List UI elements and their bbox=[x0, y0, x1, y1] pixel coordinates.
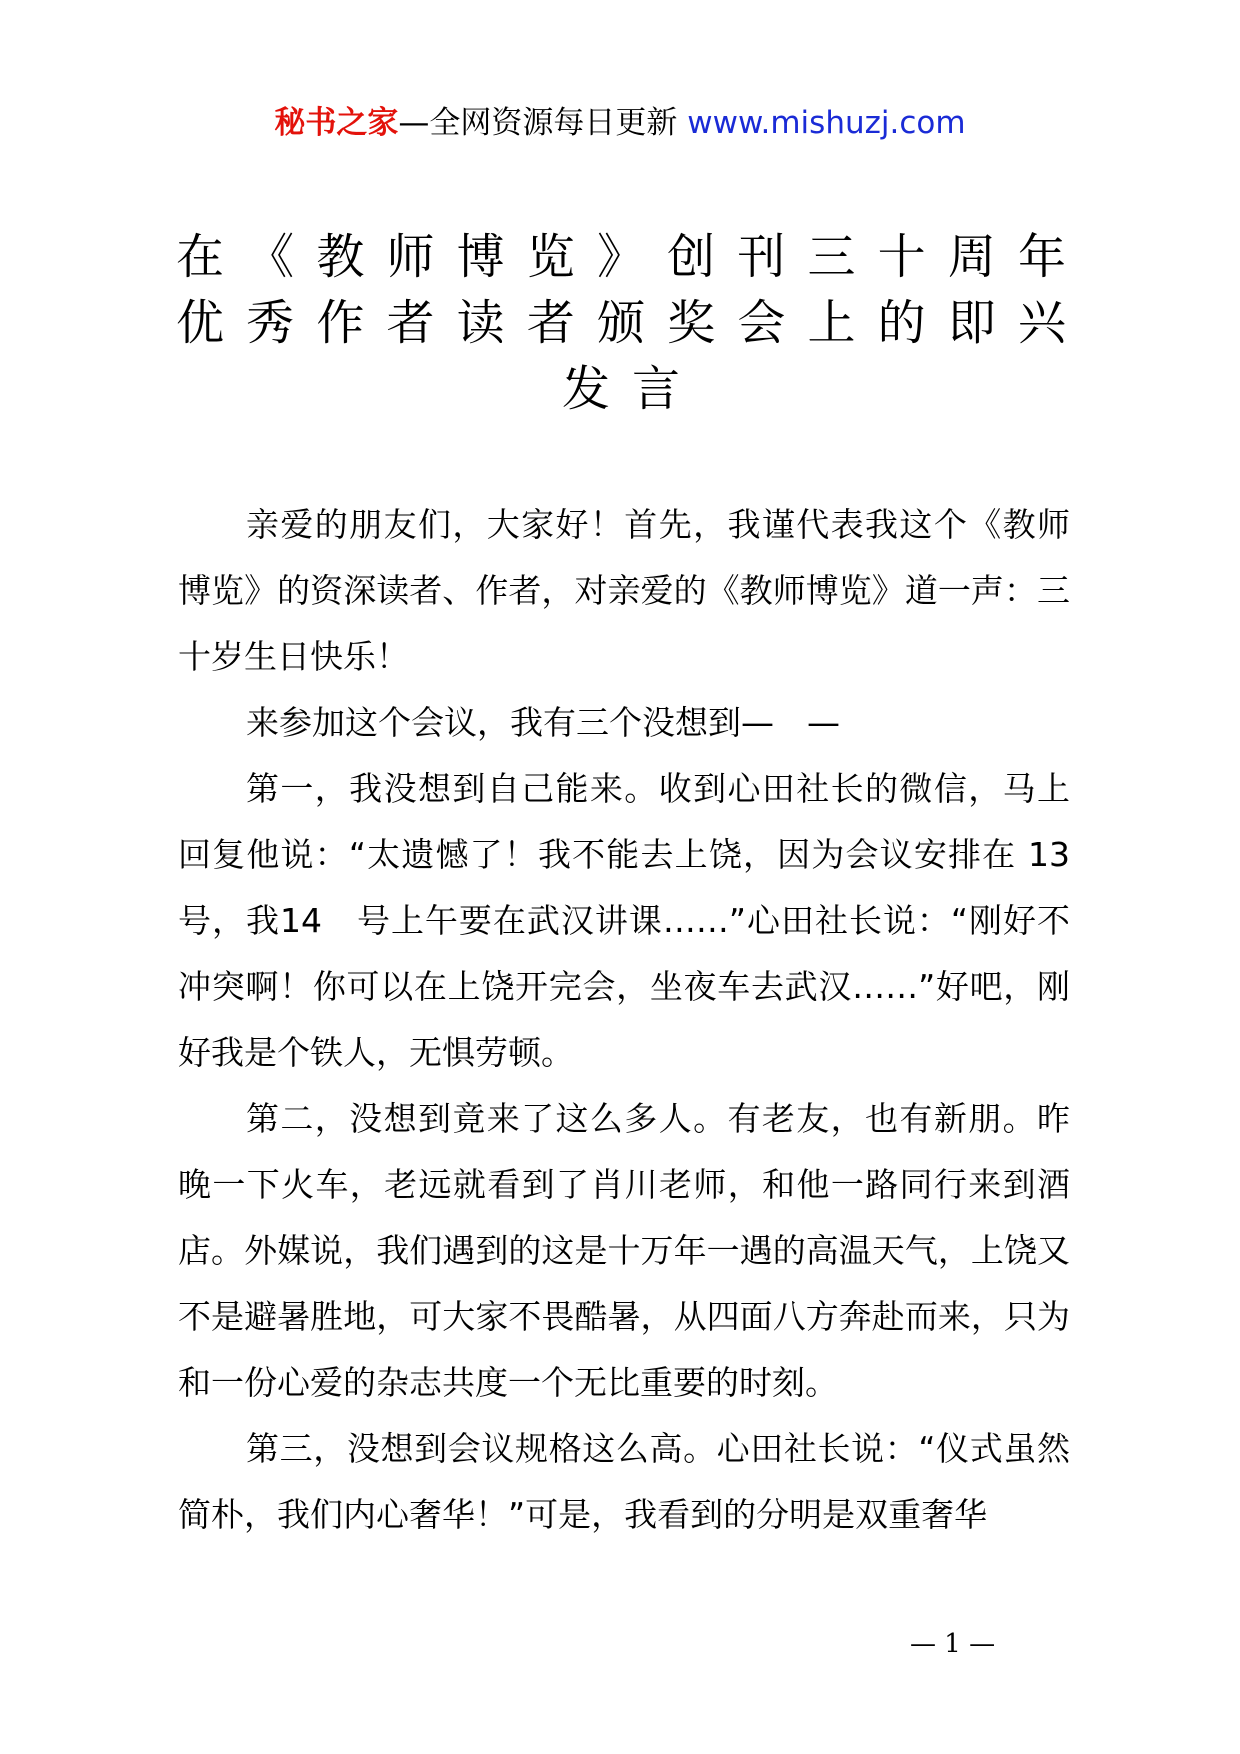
paragraph-intro: 来参加这个会议，我有三个没想到— — bbox=[246, 703, 840, 742]
document-body bbox=[178, 492, 1103, 1548]
paragraph-third: 第三，没想到会议规格这么高。心田社长说：“仪式虽然简朴，我们内心奢华！”可是，我看到的分明是双重奢华 bbox=[178, 1429, 1070, 1534]
site-tagline: —全网资源每日更新 bbox=[398, 105, 688, 141]
site-brand: 秘书之家 bbox=[274, 105, 399, 141]
title-line-3: 发言 bbox=[561, 361, 702, 417]
site-url-link[interactable]: www.mishuzj.com bbox=[687, 105, 966, 141]
page-number: — 1 — bbox=[910, 1629, 996, 1659]
paragraph-first: 第一，我没想到自己能来。收到心田社长的微信，马上回复他说：“太遗憾了！我不能去上饶，因为会议安排在 13 号，我14 号上午要在武汉讲课……”心田社长说：“刚好不冲突啊！你可以在上饶开完会，坐夜车去武汉……”好吧，刚好我是个铁人，无惧劳顿。 bbox=[178, 769, 1103, 1072]
title-line-1: 在《教师博览》创刊三十周年 bbox=[176, 229, 1066, 285]
title-line-2: 优秀作者读者颁奖会上的即兴 bbox=[176, 295, 1066, 351]
paragraph-second: 第二，没想到竟来了这么多人。有老友，也有新朋。昨晚一下火车，老远就看到了肖川老师，和他一路同行来到酒店。外媒说，我们遇到的这是十万年一遇的高温天气，上饶又不是避暑胜地，可大家不畏酷暑，从四面八方奔赴而来，只为和一份心爱的杂志共度一个无比重要的时刻。 bbox=[178, 1099, 1070, 1402]
document-title bbox=[176, 224, 1066, 422]
site-header bbox=[0, 103, 1240, 143]
paragraph-greeting: 亲爱的朋友们，大家好！首先，我谨代表我这个《教师博览》的资深读者、作者，对亲爱的《教师博览》道一声：三十岁生日快乐！ bbox=[178, 505, 1070, 676]
